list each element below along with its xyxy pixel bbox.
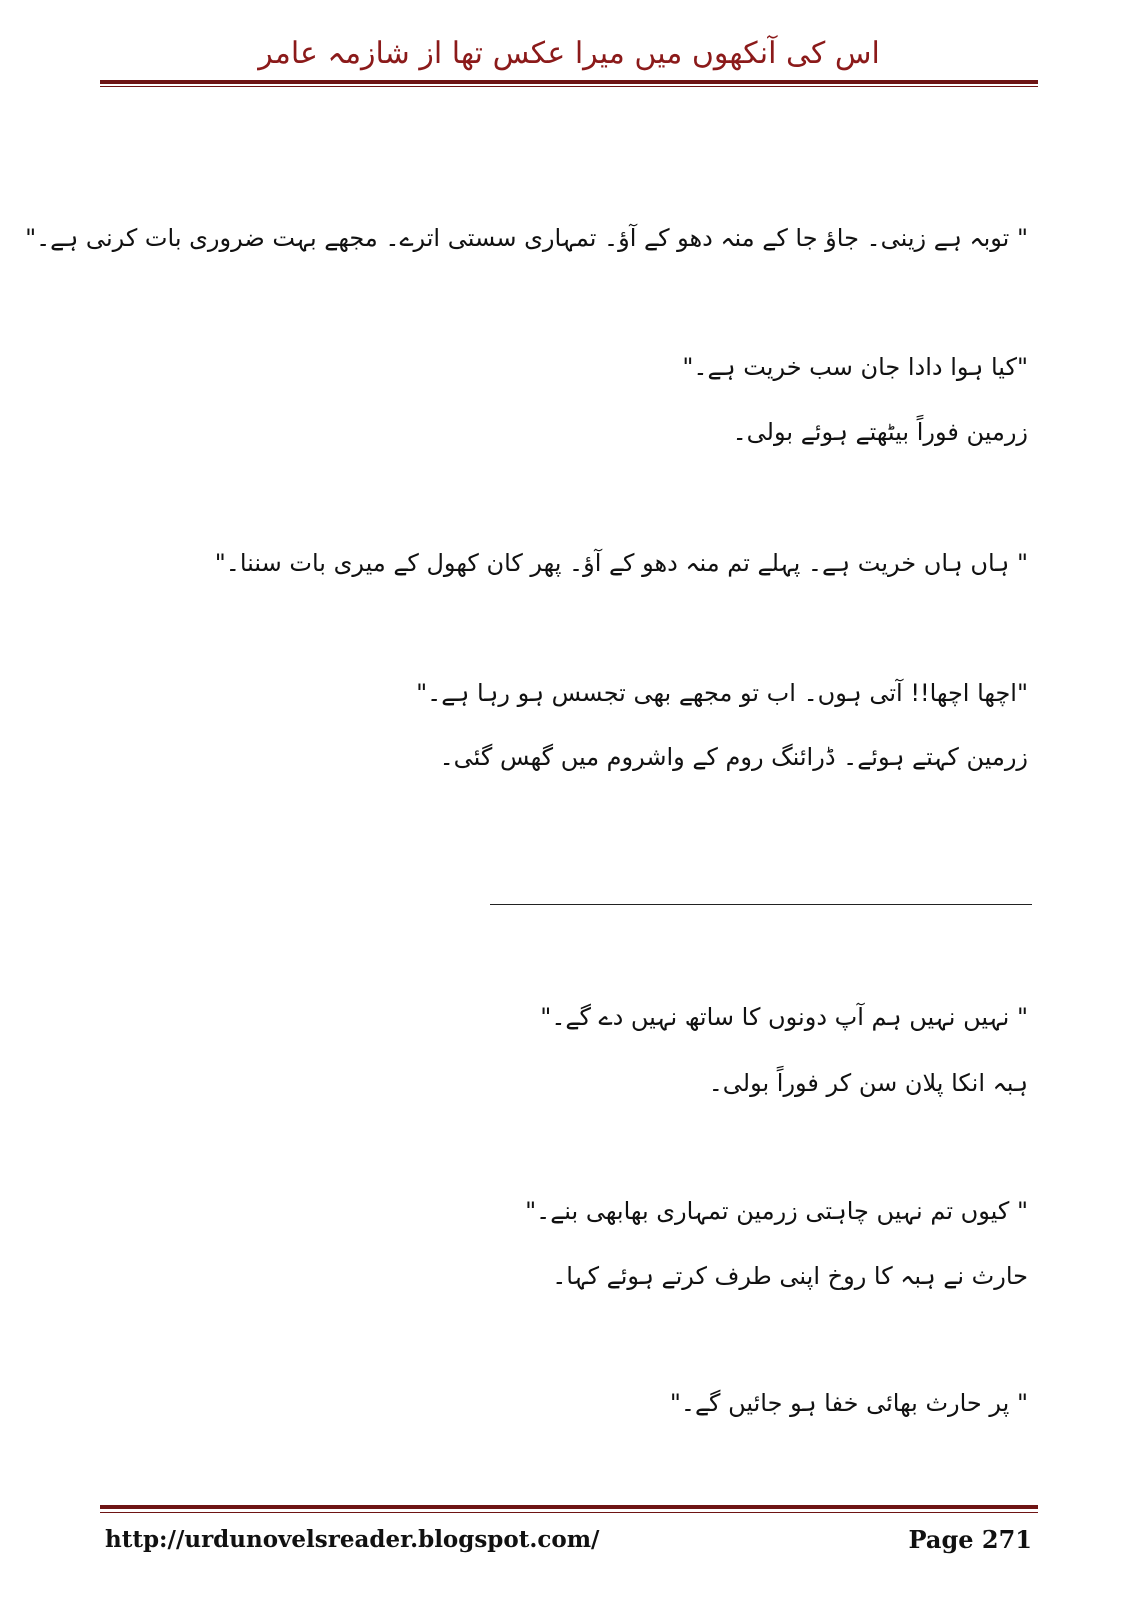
paragraph-10: حارث نے ہبہ کا روخ اپنی طرف کرتے ہوئے کہا۔ — [552, 1262, 1028, 1290]
paragraph-1: " توبہ ہے زینی۔ جاؤ جا کے منہ دھو کے آؤ۔ تمہاری سستی اترے۔ مجھے بہت ضروری بات کرنی ہے۔" — [25, 224, 1028, 252]
header-title: اس کی آنکھوں میں میرا عکس تھا از شازمہ عامر — [258, 36, 880, 71]
footer-url-link[interactable]: http://urdunovelsreader.blogspot.com/ — [105, 1526, 600, 1553]
paragraph-7: " نہیں نہیں ہم آپ دونوں کا ساتھ نہیں دے گے۔" — [540, 1003, 1028, 1031]
header-rule — [100, 80, 1038, 84]
paragraph-4: " ہاں ہاں خریت ہے۔ پہلے تم منہ دھو کے آؤ۔ پھر کان کھول کے میری بات سننا۔" — [214, 549, 1028, 577]
paragraph-9: " کیوں تم نہیں چاہتی زرمین تمہاری بھابھی بنے۔" — [525, 1197, 1028, 1225]
paragraph-3: زرمین فوراً بیٹھتے ہوئے بولی۔ — [732, 418, 1028, 446]
paragraph-11: " پر حارث بھائی خفا ہو جائیں گے۔" — [669, 1389, 1028, 1417]
page-header — [100, 22, 1038, 92]
page-number: Page 271 — [908, 1525, 1032, 1554]
paragraph-5: "اچھا اچھا!! آتی ہوں۔ اب تو مجھے بھی تجسس ہو رہا ہے۔" — [416, 679, 1028, 707]
paragraph-6: زرمین کہتے ہوئے۔ ڈرائنگ روم کے واشروم میں گھس گئی۔ — [439, 743, 1028, 771]
paragraph-8: ہبہ انکا پلان سن کر فوراً بولی۔ — [708, 1069, 1028, 1097]
footer-rule-thin — [100, 1512, 1038, 1513]
section-divider — [490, 904, 1032, 905]
footer-rule — [100, 1505, 1038, 1509]
header-rule-thin — [100, 86, 1038, 87]
page-footer — [100, 1505, 1038, 1565]
paragraph-2: "کیا ہوا دادا جان سب خریت ہے۔" — [682, 353, 1028, 381]
